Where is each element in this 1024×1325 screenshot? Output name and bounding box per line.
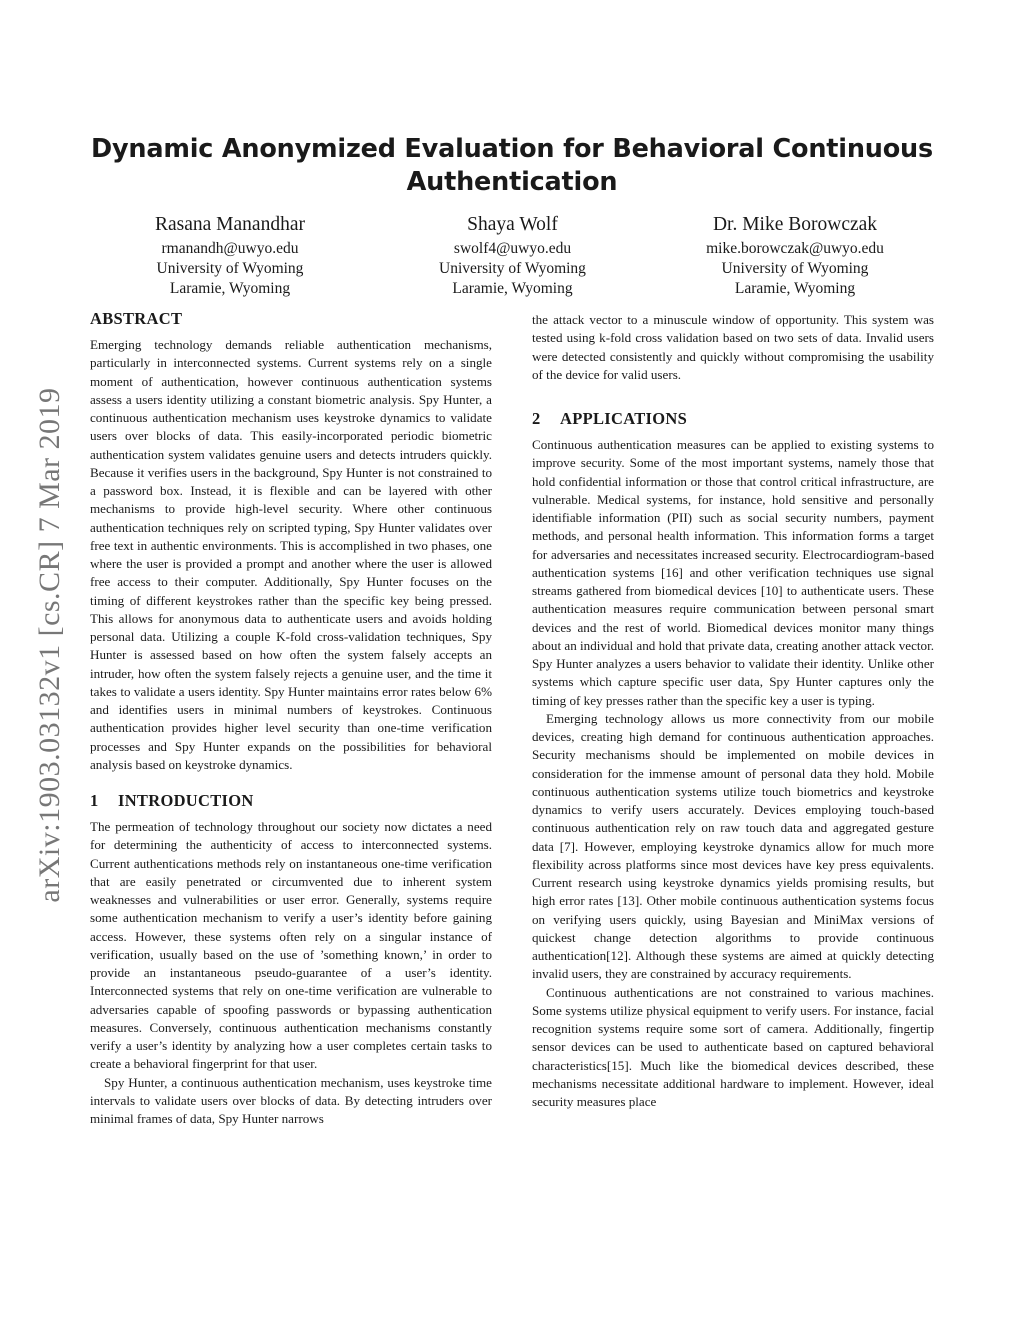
paper-title: Dynamic Anonymized Evaluation for Behavioral Continuous Authentication: [91, 134, 933, 197]
introduction-heading: [90, 790, 492, 812]
author-location: Laramie, Wyoming: [169, 280, 291, 297]
author-location: Laramie, Wyoming: [452, 280, 573, 297]
author-1: [90, 213, 370, 299]
author-block: [90, 213, 935, 299]
introduction-paragraph: Spy Hunter, a continuous authentication mechanism, uses keystroke time intervals to validate users over blocks of data. By detecting intruders over minimal frames of data, Spy Hunter narrows: [90, 1074, 492, 1126]
author-2: [373, 213, 653, 299]
author-email: swolf4@uwyo.edu: [453, 240, 572, 257]
section-title: APPLICATIONS: [560, 409, 688, 428]
author-email: rmanandh@uwyo.edu: [161, 240, 299, 257]
author-3: [655, 213, 935, 299]
author-affiliation: University of Wyoming: [439, 260, 586, 277]
section-number: 2: [532, 409, 541, 428]
author-name: Shaya Wolf: [467, 214, 558, 235]
right-column: [532, 311, 934, 1111]
author-affiliation: University of Wyoming: [721, 260, 869, 277]
author-affiliation: University of Wyoming: [156, 260, 304, 277]
introduction-continuation: the attack vector to a minuscule window of opportunity. This system was tested using k-fold cross validation based on two sets of data. Invalid users were detected consistently and quickly without compromising the usability of the device for valid users.: [532, 312, 934, 382]
abstract-text: Emerging technology demands reliable authentication mechanisms, particularly in interconnected systems. Current systems rely on a single moment of authentication, however continuous authentication systems assess a users identity utilizing a constant biometric analysis. Spy Hunter, a continuous authentication mechanism uses keystroke dynamics to validate users over blocks of data. This easily-incorporated periodic biometric authentication system validates genuine users and detects intruders quickly. Because it verifies users in the background, Spy Hunter is not constrained to a password box. Instead, it is flexible and can be layered with other mechanisms to provide high-level security. Where other continuous authentication techniques rely on scripted typing, Spy Hunter validates over free text in authentic environments. This is accomplished in two phases, one where the user is provided a prompt and another where the user is allowed free access to their computer. Additionally, Spy Hunter focuses on the timing of different keystrokes rather than the specific key being pressed. This allows for anonymous data to authenticate users and avoids holding personal data. Utilizing a couple K-fold cross-validation techniques, Spy Hunter is assessed based on how often the system falsely accepts an intruder, how often the system falsely rejects a genuine user, and the time it takes to validate a users identity. Spy Hunter maintains error rates below 6% and identifies users in minimal numbers of keystrokes. Continuous authentication provides higher level security than one-time verification processes and Spy Hunter expands on the possibilities for behavioral analysis based on keystroke dynamics.: [90, 337, 492, 772]
author-name: Rasana Manandhar: [155, 214, 305, 235]
applications-heading: [532, 408, 934, 430]
section-number: 1: [90, 791, 99, 810]
abstract-heading: ABSTRACT: [90, 309, 183, 328]
applications-paragraph: Continuous authentications are not constrained to various machines. Some systems utilize physical equipment to verify users. For instance, facial recognition systems require some sort of camera. Additionally, fingertip sensor devices can be used to authenticate based on captured behavioral characteristics[15]. Much like the biomedical devices described, these mechanisms necessitate additional hardware to implement. However, ideal security measures place: [532, 984, 934, 1109]
author-email: mike.borowczak@uwyo.edu: [706, 240, 884, 257]
author-name: Dr. Mike Borowczak: [712, 214, 878, 235]
author-location: Laramie, Wyoming: [734, 280, 856, 297]
section-title: INTRODUCTION: [118, 791, 254, 810]
introduction-paragraph: The permeation of technology throughout our society now dictates a need for determining the authenticity of access to interconnected systems. Current authentications methods rely on instantaneous one-time verification that are easily penetrated or circumvented due to inherent system weaknesses and vulnerabilities or user error. Generally, systems require some authentication mechanism to verify a user’s identity before gaining access. However, these systems often rely on a singular instance of verification, usually based on the use of ’something known,’ in order to provide an instantaneous pseudo-guarantee of a user’s identity. Interconnected systems that rely on one-time verification are vulnerable to adversaries capable of spoofing passwords or bypassing authentication measures. Conversely, continuous authentication mechanisms constantly verify a user’s identity by analyzing how a user completes certain tasks to create a behavioral fingerprint for that user.: [90, 819, 492, 1072]
arxiv-stamp: arXiv:1903.03132v1 [cs.CR] 7 Mar 2019: [33, 387, 66, 903]
left-column: [90, 308, 492, 1128]
applications-paragraph: Continuous authentication measures can be applied to existing systems to improve security. Some of the most important systems, namely those that hold confidential information or those that control critical infrastructure, are vulnerable. Medical systems, for instance, hold sensitive and personally identifiable information (PII) such as social security numbers, payment methods, and personal health information. This information forms a target for adversaries and necessitates increased security. Electrocardiogram-based authentication systems [16] and other verification techniques use signal streams gathered from biomedical devices [10] to authenticate users. These authentication measures require communication between personal smart devices and the rest of world. Biomedical devices monitor many things about an individual and hold that private data, creating another attack vector. Spy Hunter analyzes a users behavior to validate their identity. Unlike other systems which capture specific user data, Spy Hunter captures only the timing of key presses rather than the specific key a user is typing.: [532, 437, 934, 708]
applications-paragraph: Emerging technology allows us more connectivity from our mobile devices, creating high demand for continuous authentication approaches. Security mechanisms should be implemented on mobile devices in consideration for the immense amount of personal data they hold. Mobile continuous authentication systems utilize touch biometrics and keystroke dynamics to verify users accurately. Devices employing touch-based continuous authentication rely on raw touch data and aggregated gesture data [7]. However, employing keystroke dynamics allow for much more flexibility across platforms since most devices have key press equivalents. Current research using keystroke dynamics yields promising results, but high error rates [13]. Other mobile continuous authentication systems focus on verifying users quickly, using Bayesian and MiniMax versions of quickest change detection algorithms to provide continuous authentication[12]. Although these systems are aimed at quickly detecting invalid users, they are constrained by accuracy requirements.: [532, 710, 934, 982]
